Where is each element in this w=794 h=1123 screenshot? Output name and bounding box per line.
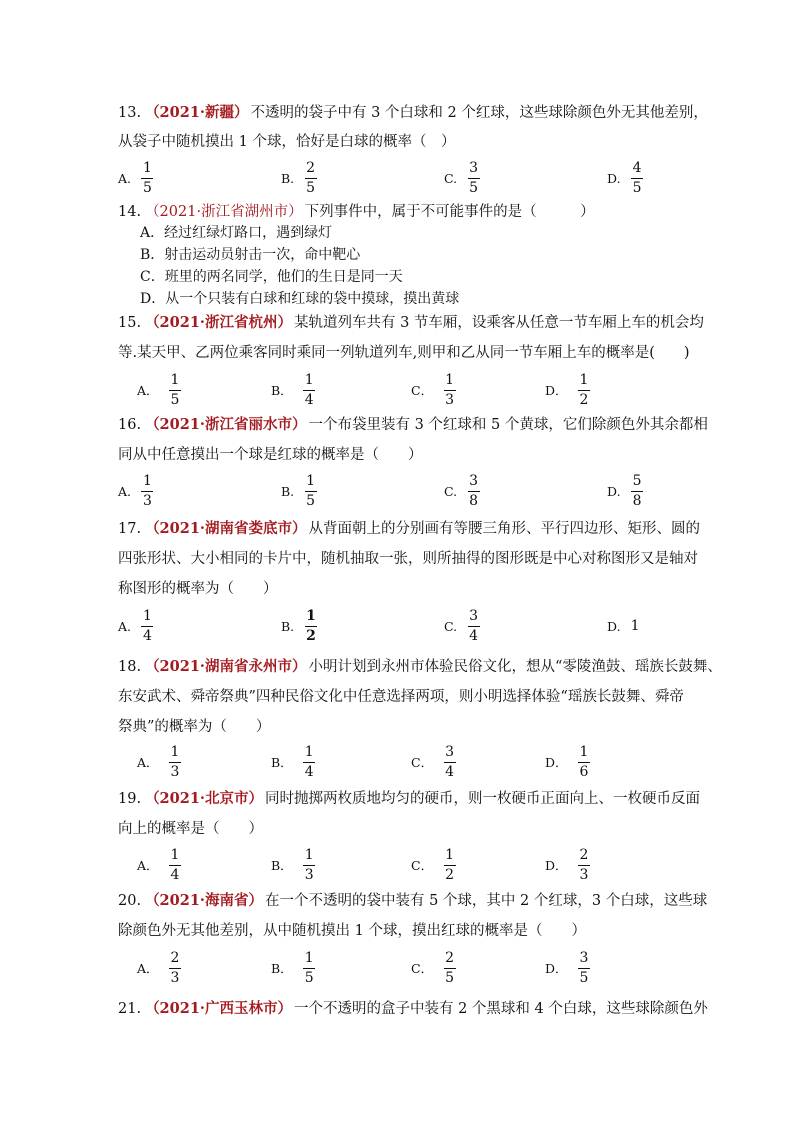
question-19-line-2 bbox=[118, 820, 263, 838]
choice-c[interactable]: C. $\frac{3}{4}$ bbox=[444, 607, 479, 644]
question-18-line-3 bbox=[118, 718, 270, 736]
question-text: 某轨道列车共有 3 节车厢，设乘客从任意一节车厢上车的机会均 bbox=[293, 315, 704, 331]
fraction: $\frac{3}{5}$ bbox=[469, 159, 479, 196]
question-text: 东安武术、舜帝祭典”四种民俗文化中任意选择两项，则小明选择体验“瑶族长鼓舞、舜帝 bbox=[118, 689, 684, 705]
fraction: $\frac{2}{5}$ bbox=[445, 949, 454, 986]
fraction: $\frac{1}{2}$ bbox=[579, 371, 589, 408]
question-source: （2021·浙江省湖州市） bbox=[145, 204, 303, 220]
fraction: $\frac{2}{3}$ bbox=[170, 949, 180, 986]
question-15-choices bbox=[137, 370, 697, 410]
question-18-line-2 bbox=[118, 688, 684, 706]
question-15-line-2 bbox=[118, 344, 690, 362]
fraction: $\frac{2}{5}$ bbox=[306, 159, 316, 196]
question-text: 称图形的概率为（ ） bbox=[118, 581, 278, 597]
question-15-line-1 bbox=[118, 314, 704, 332]
question-13-line-1 bbox=[118, 104, 708, 122]
fraction: $\frac{1}{4}$ bbox=[170, 846, 180, 883]
fraction: $\frac{1}{4}$ bbox=[143, 607, 152, 644]
fraction: $\frac{1}{5}$ bbox=[306, 472, 316, 509]
question-13-line-2 bbox=[118, 133, 455, 151]
question-14-line-1 bbox=[118, 203, 595, 221]
fraction: $\frac{1}{2}$ bbox=[445, 846, 454, 883]
fraction: $\frac{1}{3}$ bbox=[143, 472, 152, 509]
fraction: $\frac{1}{6}$ bbox=[579, 743, 589, 780]
choice-b[interactable]: B. $\frac{1}{2}$ bbox=[281, 607, 316, 644]
question-source: （2021·浙江省丽水市） bbox=[145, 416, 307, 433]
fraction: $\frac{3}{4}$ bbox=[445, 743, 454, 780]
choice-a[interactable]: A． $\frac{2}{3}$ bbox=[137, 949, 180, 986]
question-17-line-2 bbox=[118, 550, 698, 568]
choice-b[interactable]: B. $\frac{1}{5}$ bbox=[281, 472, 316, 509]
question-text: 一个布袋里装有 3 个红球和 5 个黄球，它们除颜色外其余都相 bbox=[308, 417, 708, 433]
choice-d[interactable]: D． $\frac{1}{6}$ bbox=[545, 743, 589, 780]
question-16-line-2 bbox=[118, 446, 423, 464]
choice-d[interactable]: D． $\frac{2}{3}$ bbox=[545, 846, 589, 883]
option-b[interactable]: B．射击运动员射击一次，命中靶心 bbox=[140, 247, 361, 263]
question-text: 同时抛掷两枚质地均匀的硬币，则一枚硬币正面向上、一枚硬币反面 bbox=[264, 791, 700, 807]
choice-b[interactable]: B． $\frac{1}{4}$ bbox=[271, 743, 314, 780]
fraction: $\frac{1}{3}$ bbox=[304, 846, 314, 883]
fraction: $\frac{1}{5}$ bbox=[304, 949, 314, 986]
question-18-line-1 bbox=[118, 658, 722, 676]
question-number: 16. bbox=[118, 417, 142, 433]
choice-a[interactable]: A. $\frac{1}{4}$ bbox=[118, 607, 152, 644]
question-number: 14. bbox=[118, 204, 142, 220]
question-text: 四张形状、大小相同的卡片中，随机抽取一张，则所抽得的图形既是中心对称图形又是轴对 bbox=[118, 551, 698, 567]
question-text: 在一个不透明的袋中装有 5 个球，其中 2 个红球，3 个白球，这些球 bbox=[264, 893, 708, 909]
question-21-line-1 bbox=[118, 1000, 708, 1018]
question-text: 祭典”的概率为（ ） bbox=[118, 719, 271, 735]
choice-a[interactable]: A. $\frac{1}{3}$ bbox=[118, 472, 152, 509]
question-text: 下列事件中，属于不可能事件的是（ ） bbox=[304, 204, 595, 220]
fraction: $\frac{1}{5}$ bbox=[143, 159, 152, 196]
choice-b[interactable]: B． $\frac{1}{5}$ bbox=[271, 949, 314, 986]
fraction: $\frac{1}{4}$ bbox=[304, 743, 314, 780]
question-source: （2021·海南省） bbox=[145, 892, 263, 909]
choice-c[interactable]: C． $\frac{2}{5}$ bbox=[411, 949, 454, 986]
choice-c[interactable]: C. $\frac{3}{8}$ bbox=[444, 472, 479, 509]
option-d[interactable]: D．从一个只装有白球和红球的袋中摸球，摸出黄球 bbox=[140, 291, 460, 307]
fraction: $\frac{3}{5}$ bbox=[579, 949, 589, 986]
question-text: 从背面朝上的分别画有等腰三角形、平行四边形、矩形、圆的 bbox=[308, 521, 700, 537]
question-number: 13. bbox=[118, 105, 142, 121]
fraction: $\frac{1}{3}$ bbox=[445, 371, 454, 408]
question-source: （2021·广西玉林市） bbox=[145, 1000, 292, 1017]
question-text: 等.某天甲、乙两位乘客同时乘同一列轨道列车,则甲和乙从同一节车厢上车的概率是( ) bbox=[118, 345, 690, 361]
question-number: 20. bbox=[118, 893, 142, 909]
choice-d[interactable]: D. $\frac{5}{8}$ bbox=[607, 472, 642, 509]
choice-b[interactable]: B． $\frac{1}{3}$ bbox=[271, 846, 314, 883]
choice-a[interactable]: A． $\frac{1}{3}$ bbox=[137, 743, 180, 780]
question-18-choices bbox=[137, 742, 697, 782]
option-c[interactable]: C．班里的两名同学，他们的生日是同一天 bbox=[140, 269, 403, 285]
choice-c[interactable]: C． $\frac{3}{4}$ bbox=[411, 743, 454, 780]
option-a[interactable]: A．经过红绿灯路口，遇到绿灯 bbox=[140, 225, 333, 241]
question-text: 除颜色外无其他差别，从中随机摸出 1 个球，摸出红球的概率是（ ） bbox=[118, 923, 586, 939]
fraction: $\frac{1}{4}$ bbox=[304, 371, 314, 408]
question-source: （2021·浙江省杭州） bbox=[145, 314, 292, 331]
choice-c[interactable]: C． $\frac{1}{3}$ bbox=[411, 371, 454, 408]
choice-d[interactable]: D． $\frac{3}{5}$ bbox=[545, 949, 589, 986]
choice-b[interactable]: B. $\frac{2}{5}$ bbox=[281, 159, 316, 196]
fraction: $\frac{1}{5}$ bbox=[170, 371, 180, 408]
question-source: （2021·北京市） bbox=[145, 790, 263, 807]
question-text: 向上的概率是（ ） bbox=[118, 821, 263, 837]
question-20-line-1 bbox=[118, 892, 707, 910]
question-16-choices bbox=[118, 471, 678, 511]
fraction: $\frac{3}{4}$ bbox=[469, 607, 479, 644]
question-text: 从袋子中随机摸出 1 个球，恰好是白球的概率（ ） bbox=[118, 134, 456, 150]
fraction: $\frac{3}{8}$ bbox=[469, 472, 479, 509]
choice-c[interactable]: C． $\frac{1}{2}$ bbox=[411, 846, 454, 883]
fraction: $\frac{1}{3}$ bbox=[170, 743, 180, 780]
choice-a[interactable]: A． $\frac{1}{4}$ bbox=[137, 846, 180, 883]
question-19-choices bbox=[137, 845, 697, 885]
question-number: 15. bbox=[118, 315, 142, 331]
fraction: $\frac{5}{8}$ bbox=[632, 472, 642, 509]
choice-a[interactable]: A． $\frac{1}{5}$ bbox=[137, 371, 180, 408]
choice-d[interactable]: D. $\frac{4}{5}$ bbox=[607, 159, 642, 196]
question-19-line-1 bbox=[118, 790, 700, 808]
question-number: 19. bbox=[118, 791, 142, 807]
question-source: （2021·湖南省永州市） bbox=[145, 658, 307, 675]
question-16-line-1 bbox=[118, 416, 708, 434]
choice-a[interactable]: A. $\frac{1}{5}$ bbox=[118, 159, 152, 196]
question-source: （2021·新疆） bbox=[145, 104, 249, 121]
question-number: 18. bbox=[118, 659, 142, 675]
question-20-choices bbox=[137, 948, 697, 988]
question-17-line-3 bbox=[118, 580, 278, 598]
choice-d[interactable]: D． $\frac{1}{2}$ bbox=[545, 371, 589, 408]
question-13-choices bbox=[118, 158, 678, 198]
choice-d[interactable]: D. 1 bbox=[607, 618, 640, 634]
fraction: $\frac{4}{5}$ bbox=[632, 159, 642, 196]
choice-c[interactable]: C. $\frac{3}{5}$ bbox=[444, 159, 479, 196]
question-20-line-2 bbox=[118, 922, 586, 940]
question-number: 17. bbox=[118, 521, 142, 537]
fraction: $\frac{1}{2}$ bbox=[306, 607, 316, 644]
question-text: 不透明的袋子中有 3 个白球和 2 个红球，这些球除颜色外无其他差别， bbox=[250, 105, 708, 121]
question-text: 同从中任意摸出一个球是红球的概率是（ ） bbox=[118, 447, 423, 463]
question-17-choices bbox=[118, 606, 678, 646]
choice-b[interactable]: B． $\frac{1}{4}$ bbox=[271, 371, 314, 408]
fraction: $\frac{2}{3}$ bbox=[579, 846, 589, 883]
whole-number: 1 bbox=[630, 618, 640, 634]
question-17-line-1 bbox=[118, 520, 700, 538]
question-source: （2021·湖南省娄底市） bbox=[145, 520, 307, 537]
question-text: 一个不透明的盒子中装有 2 个黑球和 4 个白球，这些球除颜色外 bbox=[293, 1001, 708, 1017]
question-number: 21. bbox=[118, 1001, 142, 1017]
question-text: 小明计划到永州市体验民俗文化，想从“零陵渔鼓、瑶族长鼓舞、 bbox=[308, 659, 722, 675]
